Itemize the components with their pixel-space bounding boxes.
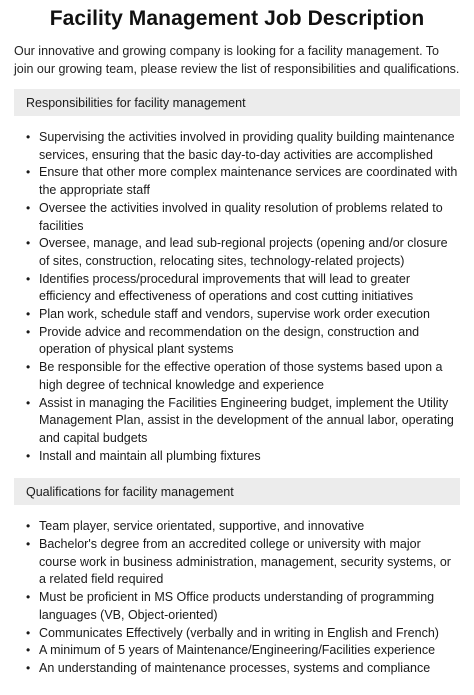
- qualifications-heading: Qualifications for facility management: [26, 484, 234, 499]
- list-item: • Bachelor's degree from an accredited college or university with major course work in business administration, management, security systems, or a related field required: [26, 537, 451, 587]
- bullet-icon: •: [26, 130, 31, 144]
- bullet-icon: •: [26, 165, 31, 180]
- intro-paragraph: Our innovative and growing company is looking for a facility management. To join our growing team, please review the list of responsibilities and qualifications.: [14, 44, 460, 76]
- bullet-icon: •: [26, 395, 31, 410]
- bullet-icon: •: [26, 643, 31, 658]
- list-item: • Oversee the activities involved in quality resolution of problems related to facilities: [26, 200, 443, 233]
- bullet-icon: •: [26, 307, 31, 322]
- list-item: • Be responsible for the effective operation of those systems based upon a high degree of technical knowledge and experience: [26, 360, 443, 392]
- list-item: • Must be proficient in MS Office products understanding of programming languages (VB, Object-oriented): [26, 590, 435, 622]
- bullet-icon: •: [26, 519, 31, 534]
- list-item: • A minimum of 5 years of Maintenance/Engineering/Facilities experience: [14, 642, 460, 660]
- bullet-icon: •: [26, 271, 31, 286]
- bullet-icon: •: [26, 360, 31, 375]
- page-title: Facility Management Job Description: [49, 7, 425, 30]
- list-item: • Identifies process/procedural improvements that will lead to greater efficiency and effectiveness of operations and cost cutting initiatives: [26, 271, 414, 304]
- list-item: • An understanding of maintenance processes, systems and compliance: [14, 660, 460, 678]
- bullet-icon: •: [26, 625, 31, 640]
- list-item: • Plan work, schedule staff and vendors, supervise work order execution: [14, 306, 460, 324]
- bullet-icon: •: [26, 537, 31, 552]
- responsibilities-list: [14, 129, 460, 465]
- qualifications-header: [14, 478, 460, 505]
- bullet-icon: •: [26, 660, 31, 675]
- bullet-icon: •: [26, 448, 31, 463]
- list-item: • Ensure that other more complex maintenance services are coordinated with the appropriate staff: [26, 165, 458, 198]
- list-item: • Team player, service orientated, supportive, and innovative: [14, 518, 460, 536]
- list-item: • Oversee, manage, and lead sub-regional projects (opening and/or closure of sites, construction, relocating sites, technology-related projects): [26, 236, 448, 268]
- list-item: • Provide advice and recommendation on the design, construction and operation of physical plant systems: [26, 324, 420, 357]
- bullet-icon: •: [26, 236, 31, 251]
- list-item: • Supervising the activities involved in providing quality building maintenance services, ensuring that the basic day-to-day activities are accomplished: [26, 130, 455, 162]
- list-item: • Communicates Effectively (verbally and in writing in English and French): [14, 625, 460, 643]
- bullet-icon: •: [26, 324, 31, 339]
- list-item: • Assist in managing the Facilities Engineering budget, implement the Utility Management Plan, assist in the development of the annual labor, operating and capital budgets: [26, 395, 454, 445]
- qualifications-list: [14, 518, 460, 677]
- responsibilities-heading: Responsibilities for facility management: [26, 95, 246, 110]
- list-item: • Install and maintain all plumbing fixtures: [14, 448, 460, 466]
- responsibilities-header: [14, 89, 460, 116]
- bullet-icon: •: [26, 200, 31, 215]
- bullet-icon: •: [26, 590, 31, 605]
